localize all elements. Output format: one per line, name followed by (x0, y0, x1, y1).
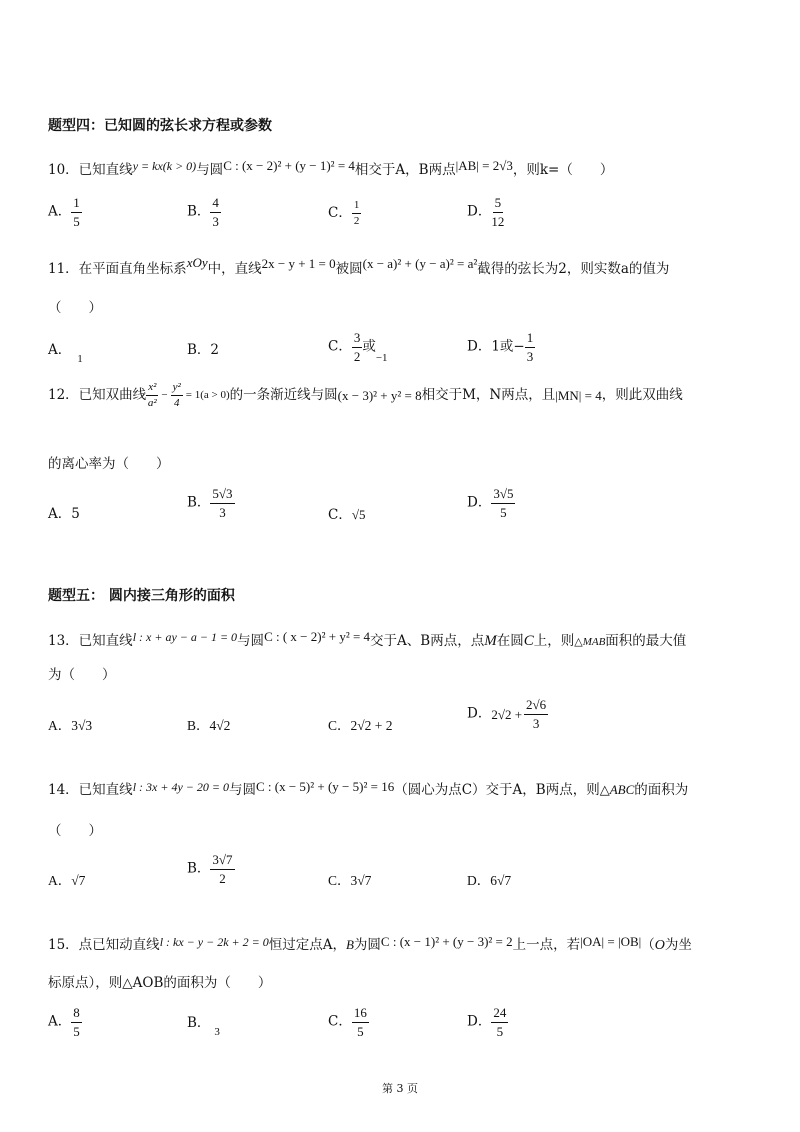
q12-text-1: 的一条渐近线与圆 (229, 386, 338, 403)
q15-origin-o: O (654, 938, 665, 953)
option-label: D． (467, 1013, 492, 1030)
option-value: 3 (214, 1026, 220, 1038)
question-13-number: 13．已知直线 (48, 633, 133, 649)
numerator: 3√5 (491, 487, 515, 504)
q14-option-a: A．√7 (48, 873, 86, 888)
q11-text-3: 截得的弦长为2，则实数a的值为 (477, 261, 670, 277)
q11-circle-equation: (x − a)² + (y − a)² = a² (362, 256, 478, 271)
fraction (352, 331, 363, 363)
q14-text-2: （圆心为点C）交于A，B两点，则 (394, 782, 600, 798)
numerator: 24 (491, 1006, 508, 1023)
denominator: 5 (500, 504, 507, 520)
option-label: D．1或− (467, 338, 525, 355)
denominator: 12 (491, 213, 505, 229)
q13-triangle: △MAB (574, 636, 606, 648)
option-lead: 2√2 + (491, 706, 523, 722)
question-14 (48, 780, 688, 798)
q14-option-b (187, 853, 235, 885)
denominator: 4 (173, 397, 180, 409)
q14-answer-paren: （ ） (48, 823, 102, 839)
q12-minus: − (161, 389, 168, 401)
q15-text-2: 为圆 (353, 937, 381, 953)
question-13 (48, 630, 686, 649)
question-14-number: 14．已知直线 (48, 782, 133, 798)
q15-text-5: 为坐 (664, 937, 692, 953)
q13-option-a: A．3√3 (48, 718, 93, 733)
q15-text-4: （ (641, 937, 655, 953)
q12-fraction-x (146, 382, 158, 409)
option-label: A． (48, 1013, 72, 1030)
q11-option-c (328, 331, 388, 363)
q13-option-d (467, 698, 548, 730)
numerator: 3 (352, 331, 363, 348)
option-label: C． (328, 1013, 352, 1030)
denominator: 5 (496, 1023, 504, 1039)
q12-text-2: 相交于M，N两点，且 (421, 386, 556, 403)
q15-distance-eq: |OA| = |OB| (580, 934, 642, 949)
q14-option-c: C．3√7 (328, 873, 372, 888)
denominator: 5 (73, 213, 80, 229)
q13-text-3: 在圆 (496, 633, 524, 649)
option-label: B． (187, 203, 211, 220)
numerator: 3√7 (210, 853, 234, 870)
q15-option-b (187, 1015, 220, 1038)
denominator: 2 (353, 348, 361, 364)
q15-point-b: B (345, 937, 354, 952)
page-number: 第 3 页 (382, 1082, 418, 1095)
q15-option-d (467, 1006, 508, 1038)
option-label: B． (187, 1015, 211, 1031)
option-tail: −1 (375, 351, 388, 364)
denominator: 2 (219, 870, 226, 886)
q10-circle-equation: C : (x − 2)² + (y − 1)² = 4 (223, 158, 355, 173)
q15-circle-equation: C : (x − 1)² + (y − 3)² = 2 (380, 934, 513, 949)
fraction (352, 200, 362, 227)
option-label: A． (48, 203, 72, 220)
option-label: B． (187, 860, 211, 877)
fraction (71, 196, 82, 228)
numerator: 1 (71, 196, 82, 213)
fraction (491, 487, 515, 519)
q11-text-1: 中，直线 (207, 261, 262, 277)
question-11-number: 11．在平面直角坐标系 (48, 261, 187, 277)
q10-line-equation: y = kx(k > 0) (132, 159, 197, 173)
denominator: 3 (526, 348, 534, 364)
q10-chord-length: |AB| = 2√3 (455, 158, 513, 173)
q12-line-2: 的离心率为（ ） (48, 456, 170, 472)
denominator: a² (147, 397, 157, 409)
q10-option-c (328, 200, 361, 227)
numerator: 8 (71, 1006, 82, 1023)
question-15-number: 15．点已知动直线 (48, 937, 160, 953)
option-or: 或 (362, 338, 376, 355)
question-15 (48, 935, 692, 953)
fraction (210, 487, 234, 519)
q13-point-m: M (484, 633, 497, 649)
q13-text-5: 面积的最大值 (605, 633, 687, 649)
option-label: C． (328, 204, 352, 221)
q15-option-a (48, 1006, 82, 1038)
option-value: √5 (351, 507, 366, 522)
q12-circle-equation: (x − 3)² + y² = 8 (337, 388, 422, 403)
question-12 (48, 382, 683, 409)
option-label: D． (467, 494, 492, 511)
option-label: B． (187, 494, 211, 511)
fraction (71, 1006, 82, 1038)
q12-fraction-y (171, 382, 183, 409)
option-label: C． (328, 338, 352, 355)
q11-option-d (467, 331, 535, 363)
q13-option-c: C．2√2 + 2 (328, 718, 393, 733)
section-heading-type5: 题型五： 圆内接三角形的面积 (48, 588, 235, 604)
denominator: 3 (212, 213, 219, 229)
numerator: 1 (352, 200, 362, 214)
q14-text-1: 与圆 (228, 782, 256, 798)
fraction (491, 196, 504, 228)
q15-line-2: 标原点），则△AOB的面积为（ ） (48, 975, 272, 991)
denominator: 5 (73, 1023, 80, 1039)
q13-circle-equation: C : ( x − 2)² + y² = 4 (264, 629, 371, 644)
denominator: 3 (219, 504, 226, 520)
fraction (210, 196, 221, 228)
q10-text-3: ，则k=（ ） (512, 162, 614, 178)
question-11 (48, 256, 669, 277)
question-12-number: 12．已知双曲线 (48, 386, 147, 403)
q14-text-3: 的面积为 (634, 782, 689, 798)
q11-option-b: B．2 (187, 342, 220, 358)
denominator: 3 (532, 715, 540, 731)
q10-text-2: 相交于A，B两点 (354, 162, 456, 178)
denominator: 5 (357, 1023, 364, 1039)
q10-option-b (187, 196, 221, 228)
q11-line-equation: 2x − y + 1 = 0 (261, 256, 336, 271)
q12-option-b (187, 487, 235, 519)
q11-answer-paren: （ ） (48, 300, 102, 316)
q12-option-c (328, 508, 365, 523)
q11-text-2: 被圆 (335, 261, 363, 277)
q13-line-2: 为（ ） (48, 667, 116, 683)
q15-text-1: 恒过定点A， (268, 937, 346, 953)
q12-option-d (467, 487, 515, 519)
q14-line-equation: l : 3x + 4y − 20 = 0 (132, 780, 229, 794)
option-label: D． (467, 705, 492, 722)
q10-text-1: 与圆 (196, 162, 224, 178)
q13-circle-c: C (523, 633, 534, 649)
fraction (491, 1006, 508, 1038)
option-label: A． (48, 342, 72, 358)
option-label: C． (328, 507, 352, 523)
q13-text-2: 交于A、B两点，点 (370, 633, 485, 649)
fraction (525, 331, 536, 363)
q12-chord-length: |MN| = 4 (555, 388, 602, 403)
q13-option-b: B．4√2 (187, 718, 231, 733)
q12-text-3: ，则此双曲线 (601, 386, 683, 403)
question-10-number: 10．已知直线 (48, 162, 133, 178)
numerator: 2√6 (524, 698, 548, 715)
question-10 (48, 159, 613, 178)
q14-triangle: △ABC (599, 782, 635, 797)
q12-option-a: A．5 (48, 506, 80, 522)
q11-option-a (48, 342, 83, 365)
option-label: D． (467, 203, 492, 220)
q13-line-equation: l : x + ay − a − 1 = 0 (132, 630, 238, 644)
numerator: 5 (493, 196, 504, 213)
q13-text-1: 与圆 (237, 633, 265, 649)
numerator: 4 (210, 196, 221, 213)
q10-option-a (48, 196, 82, 228)
denominator: 2 (353, 215, 360, 227)
q15-option-c (328, 1006, 369, 1038)
numerator: y² (171, 382, 183, 396)
fraction (524, 698, 548, 730)
q14-circle-equation: C : (x − 5)² + (y − 5)² = 16 (255, 779, 395, 794)
numerator: x² (146, 382, 158, 396)
numerator: 16 (352, 1006, 369, 1023)
q11-xoy: xOy (186, 255, 208, 270)
q15-text-3: 上一点，若 (512, 937, 581, 953)
numerator: 1 (525, 331, 536, 348)
q13-text-4: 上，则 (533, 633, 575, 649)
q14-option-d: D．6√7 (467, 873, 512, 888)
fraction (352, 1006, 369, 1038)
q15-line-equation: l : kx − y − 2k + 2 = 0 (159, 935, 269, 949)
section-heading-type4: 题型四：已知圆的弦长求方程或参数 (48, 118, 272, 134)
q10-option-d (467, 196, 504, 228)
numerator: 5√3 (210, 487, 234, 504)
option-value: 1 (77, 353, 83, 365)
q12-condition: = 1(a > 0) (185, 389, 230, 401)
fraction (210, 853, 234, 885)
